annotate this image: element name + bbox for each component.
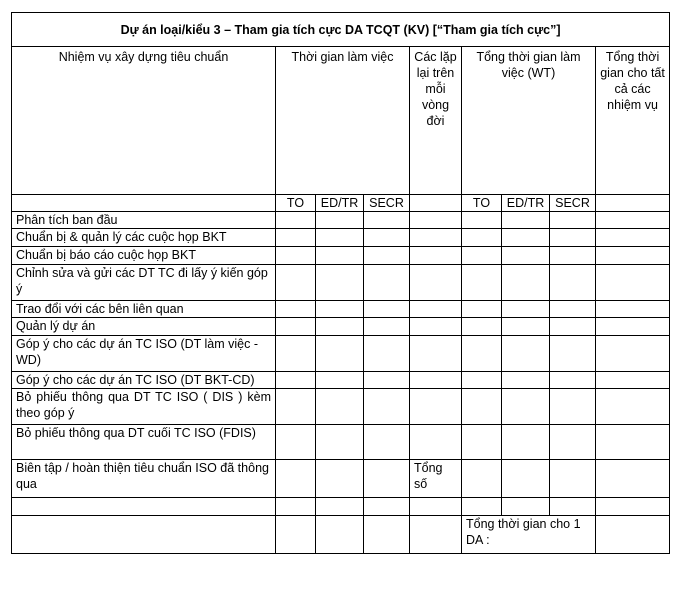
subheader-ed-tr: ED/TR	[316, 195, 364, 212]
table-row	[12, 372, 670, 389]
task-label: Phân tích ban đầu	[12, 212, 276, 229]
header-working-time: Thời gian làm việc	[276, 47, 410, 195]
table-row	[12, 516, 670, 554]
table-row	[12, 265, 670, 301]
subheader-blank	[596, 195, 670, 212]
subheader-secr: SECR	[364, 195, 410, 212]
task-label: Chuẩn bị báo cáo cuộc họp BKT	[12, 247, 276, 265]
header-task: Nhiệm vụ xây dựng tiêu chuẩn	[12, 47, 276, 195]
total-label: Tổng số	[410, 460, 462, 498]
table-row	[12, 460, 670, 498]
task-label: Chuẩn bị & quản lý các cuộc họp BKT	[12, 229, 276, 247]
task-label: Chỉnh sửa và gửi các DT TC đi lấy ý kiến góp ý	[12, 265, 276, 301]
table-row	[12, 425, 670, 460]
task-label: Bỏ phiếu thông qua DT cuối TC ISO (FDIS)	[12, 425, 276, 460]
subheader-total-ed-tr: ED/TR	[502, 195, 550, 212]
header-total-all: Tổng thời gian cho tất cả các nhiệm vụ	[596, 47, 670, 195]
task-label: Góp ý cho các dự án TC ISO (DT BKT-CD)	[12, 372, 276, 389]
table-row	[12, 229, 670, 247]
subheader-blank	[410, 195, 462, 212]
table-title: Dự án loại/kiểu 3 – Tham gia tích cực DA TCQT (KV) [“Tham gia tích cực”]	[12, 13, 670, 47]
task-label: Bỏ phiếu thông qua DT TC ISO ( DIS ) kèm theo góp ý	[12, 389, 276, 425]
task-label: Biên tập / hoàn thiện tiêu chuẩn ISO đã thông qua	[12, 460, 276, 498]
task-label: Góp ý cho các dự án TC ISO (DT làm việc -WD)	[12, 336, 276, 372]
task-label: Trao đổi với các bên liên quan	[12, 301, 276, 318]
subheader-to: TO	[276, 195, 316, 212]
table-row	[12, 318, 670, 336]
project-time-table	[11, 12, 670, 554]
table-row	[12, 212, 670, 229]
subheader-total-to: TO	[462, 195, 502, 212]
table-row	[12, 247, 670, 265]
table-row	[12, 389, 670, 425]
table-row	[12, 336, 670, 372]
table-row	[12, 498, 670, 516]
header-total-wt: Tổng thời gian làm việc (WT)	[462, 47, 596, 195]
subheader-total-secr: SECR	[550, 195, 596, 212]
table-row	[12, 301, 670, 318]
total-time-label: Tổng thời gian cho 1 DA :	[462, 516, 596, 554]
task-label: Quản lý dự án	[12, 318, 276, 336]
header-repeats: Các lặp lại trên mỗi vòng đời	[410, 47, 462, 195]
subheader-blank	[12, 195, 276, 212]
